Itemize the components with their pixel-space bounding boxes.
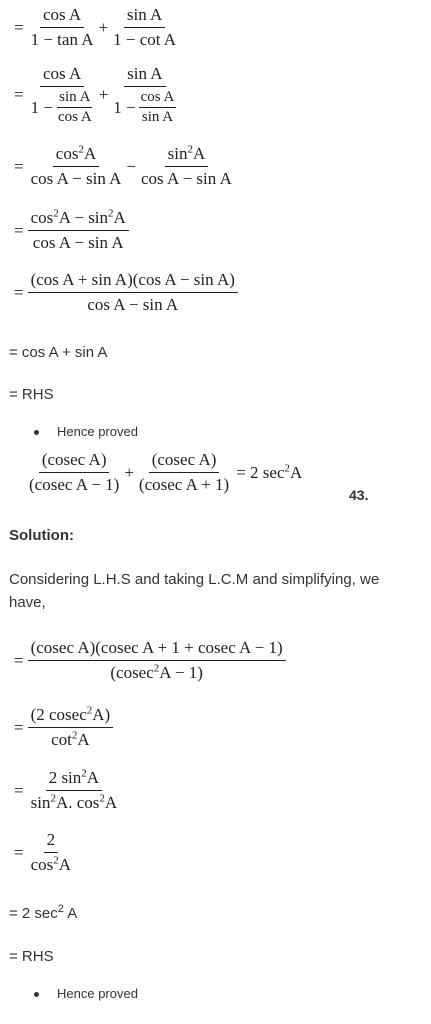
- equals-sign: =: [14, 780, 24, 800]
- term: A − sin: [58, 208, 109, 227]
- denominator: [28, 853, 74, 875]
- term: A: [113, 208, 126, 227]
- numerator: [28, 208, 129, 231]
- denominator: [107, 661, 206, 683]
- term: cos: [55, 144, 79, 163]
- exponent: 2: [99, 792, 105, 805]
- plus-sign: +: [98, 85, 109, 104]
- exponent: 2: [81, 767, 87, 780]
- denominator: (cosec A + 1): [138, 475, 230, 494]
- fraction: [136, 450, 232, 495]
- fraction: [28, 638, 286, 683]
- fraction: [110, 64, 179, 126]
- numerator: (cosec A)(cosec A + 1 + cosec A − 1): [28, 638, 286, 661]
- exponent: 2: [187, 143, 193, 156]
- equals-sign: =: [14, 842, 24, 862]
- denominator: [28, 87, 97, 126]
- inner-fraction: [139, 89, 177, 126]
- rhs-line: = RHS: [9, 386, 54, 403]
- fraction: [28, 830, 74, 875]
- inner-numerator: sin A: [57, 89, 92, 108]
- question-43-equation: [26, 450, 302, 495]
- fraction: [138, 144, 235, 189]
- fraction: [26, 450, 122, 495]
- equals-sign: =: [14, 282, 24, 302]
- term: A − 1): [159, 663, 203, 682]
- fraction: [28, 5, 97, 50]
- term: A: [63, 905, 78, 922]
- solution-step-3: [14, 768, 120, 813]
- term: 2 sin: [48, 768, 82, 787]
- fraction: [28, 768, 121, 813]
- exponent: 2: [108, 207, 114, 220]
- denominator: cos A − sin A: [30, 169, 122, 188]
- denominator: (cosec A − 1): [29, 475, 120, 494]
- minus-sign: −: [126, 156, 137, 176]
- term: A: [58, 855, 72, 874]
- solution-heading: Solution:: [9, 527, 74, 544]
- solution-step-4: [14, 830, 74, 875]
- denominator-prefix: 1 −: [30, 97, 53, 117]
- exponent: 2: [78, 143, 84, 156]
- term: cot: [51, 730, 72, 749]
- solution-step-2: [14, 705, 113, 750]
- numerator: [28, 705, 114, 728]
- bullet-item: [34, 986, 138, 1001]
- inner-fraction: [56, 89, 94, 126]
- denominator: [110, 87, 179, 126]
- term: cos: [30, 208, 54, 227]
- equals-sign: =: [14, 220, 24, 240]
- denominator: 1 − cot A: [113, 30, 177, 49]
- term: = 2 sec: [236, 462, 285, 482]
- numerator: (cos A + sin A)(cos A − sin A): [28, 270, 238, 293]
- numerator: sin A: [124, 64, 165, 87]
- term: (cosec: [110, 663, 154, 682]
- exponent: 2: [71, 729, 78, 742]
- term: cos: [30, 855, 54, 874]
- denominator-prefix: 1 −: [113, 97, 136, 117]
- rhs-line: = RHS: [9, 948, 54, 965]
- fraction: [28, 208, 129, 253]
- solution-step-1: [14, 638, 286, 683]
- denominator: cos A − sin A: [32, 233, 124, 252]
- equation-step-5: [14, 270, 238, 315]
- result-line: = cos A + sin A: [9, 344, 108, 361]
- term: A: [83, 144, 97, 163]
- numerator: (cosec A): [39, 450, 110, 473]
- term: sin: [30, 793, 51, 812]
- bullet-item: [34, 424, 138, 439]
- intro-paragraph: Considering L.H.S and taking L.C.M and simplifying, we have,: [9, 571, 380, 611]
- term: A: [104, 793, 118, 812]
- term: A): [92, 705, 111, 724]
- exponent: 2: [53, 854, 59, 867]
- bullet-text: Hence proved: [57, 424, 138, 439]
- numerator: [165, 144, 209, 167]
- bullet-dot-icon: [34, 430, 39, 435]
- equals-sign: =: [14, 156, 24, 176]
- exponent: 2: [50, 792, 56, 805]
- exponent: 2: [153, 662, 160, 675]
- equation-step-1: [14, 5, 179, 50]
- denominator: [48, 728, 93, 750]
- inner-denominator: sin A: [141, 109, 174, 125]
- question-number: 43.: [349, 487, 369, 503]
- plus-sign: +: [98, 17, 109, 37]
- term: A: [86, 768, 100, 787]
- fraction: [28, 64, 97, 126]
- denominator: [28, 791, 121, 813]
- inner-numerator: cos A: [139, 89, 177, 108]
- term: (2 cosec: [30, 705, 87, 724]
- equals-sign: =: [14, 650, 24, 670]
- numerator: [53, 144, 99, 167]
- term: A: [77, 730, 90, 749]
- inner-denominator: cos A: [57, 109, 92, 125]
- plus-sign: +: [124, 462, 134, 482]
- term: A: [192, 144, 206, 163]
- numerator: cos A: [40, 64, 84, 87]
- equals-sign: =: [14, 85, 24, 104]
- fraction: [110, 5, 179, 50]
- fraction: [28, 705, 114, 750]
- denominator: cos A − sin A: [87, 295, 179, 314]
- fraction: [28, 270, 238, 315]
- equation-step-3: [14, 144, 235, 189]
- numerator: sin A: [124, 5, 165, 28]
- term: A. cos: [55, 793, 100, 812]
- bullet-text: Hence proved: [57, 986, 138, 1001]
- denominator: cos A − sin A: [141, 169, 232, 188]
- term: A: [290, 462, 303, 482]
- term: sin: [167, 144, 188, 163]
- numerator: [46, 768, 102, 791]
- numerator: cos A: [40, 5, 84, 28]
- exponent: 2: [53, 207, 59, 220]
- equals-sign: =: [14, 17, 24, 37]
- exponent: 2: [284, 461, 291, 474]
- term: = 2 sec: [9, 905, 58, 922]
- denominator: 1 − tan A: [30, 30, 94, 49]
- equation-step-2: [14, 64, 179, 126]
- bullet-dot-icon: [34, 992, 39, 997]
- fraction: [28, 144, 125, 189]
- equation-step-4: [14, 208, 129, 253]
- exponent: 2: [86, 704, 93, 717]
- exponent: 2: [57, 903, 64, 915]
- right-hand-side: [236, 463, 302, 483]
- equals-sign: =: [14, 717, 24, 737]
- numerator: 2: [44, 830, 59, 853]
- result-line: [9, 905, 77, 922]
- numerator: (cosec A): [149, 450, 220, 473]
